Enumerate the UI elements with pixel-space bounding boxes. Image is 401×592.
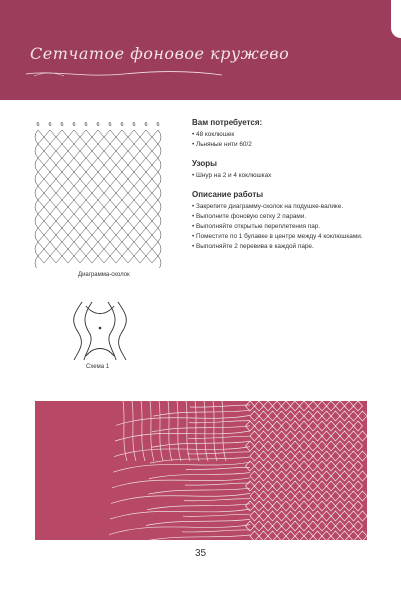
edge-loop: [35, 228, 38, 242]
flourish-ornament: [24, 68, 224, 80]
description-step: • Закрепите диаграмму-сколок на подушке-валике.: [192, 202, 392, 212]
edge-loop: [35, 158, 38, 172]
lace-illustration: [35, 401, 367, 540]
header-edge-tab: [391, 0, 401, 38]
edge-loops: [35, 130, 161, 268]
pin-number: 6: [84, 122, 88, 128]
description-step: • Выполняйте 2 перевива в каждой паре.: [192, 242, 392, 252]
description-step: • Выполните фоновую сетку 2 парами.: [192, 212, 392, 222]
pin-number: 6: [96, 122, 100, 128]
materials-item: • 48 коклюшек: [192, 130, 392, 140]
patterns-section: [192, 159, 392, 181]
edge-loop: [35, 200, 38, 214]
description-step: • Поместите по 1 булавке в центре между 4 коклюшками.: [192, 232, 392, 242]
edge-loop: [158, 158, 161, 172]
scheme-caption: Схема 1: [86, 364, 110, 370]
instructions-column: [192, 118, 392, 261]
materials-section: [192, 118, 392, 150]
lace-photo: [35, 401, 367, 540]
edge-loop: [35, 144, 38, 158]
pin-number: 6: [120, 122, 124, 128]
pin-number: 6: [132, 122, 136, 128]
edge-loop: [35, 172, 38, 186]
pin-number: 6: [108, 122, 112, 128]
edge-loop: [35, 256, 38, 268]
edge-loop: [158, 200, 161, 214]
edge-loop: [158, 214, 161, 228]
fringe-threads: [109, 401, 250, 540]
edge-loop: [158, 172, 161, 186]
pin-number: 6: [156, 122, 160, 128]
edge-loop: [158, 228, 161, 242]
patterns-item: • Шнур на 2 и 4 коклюшках: [192, 171, 392, 181]
edge-loop: [35, 130, 38, 144]
page-number: 35: [194, 548, 207, 559]
page-title: Сетчатое фоновое кружево: [30, 44, 290, 63]
description-step: • Выполняйте открытые переплетения пар.: [192, 222, 392, 232]
pricking-diagram: [30, 118, 170, 268]
materials-title: Вам потребуется:: [192, 118, 263, 127]
edge-loop: [35, 186, 38, 200]
patterns-title: Узоры: [192, 159, 217, 168]
edge-loop: [35, 214, 38, 228]
edge-loop: [158, 242, 161, 256]
lace-mesh: [246, 401, 368, 540]
mesh-lines: [38, 130, 158, 263]
diagram-caption: Диаграмма-сколок: [78, 272, 130, 278]
diamond-mesh: [38, 130, 158, 263]
pin-number: 6: [48, 122, 52, 128]
edge-loop: [158, 130, 161, 144]
pin-number-labels: [36, 122, 159, 128]
pin-number: 6: [72, 122, 76, 128]
edge-loop: [158, 144, 161, 158]
edge-loop: [158, 256, 161, 268]
description-section: [192, 190, 392, 252]
edge-loop: [158, 186, 161, 200]
edge-loop: [35, 242, 38, 256]
pin-number: 6: [60, 122, 64, 128]
materials-item: • Льняные нити 60/2: [192, 140, 392, 150]
description-title: Описание работы: [192, 190, 264, 199]
pin-number: 6: [36, 122, 40, 128]
header-band: [0, 0, 401, 100]
pin-number: 6: [144, 122, 148, 128]
braid-scheme: [64, 300, 134, 362]
